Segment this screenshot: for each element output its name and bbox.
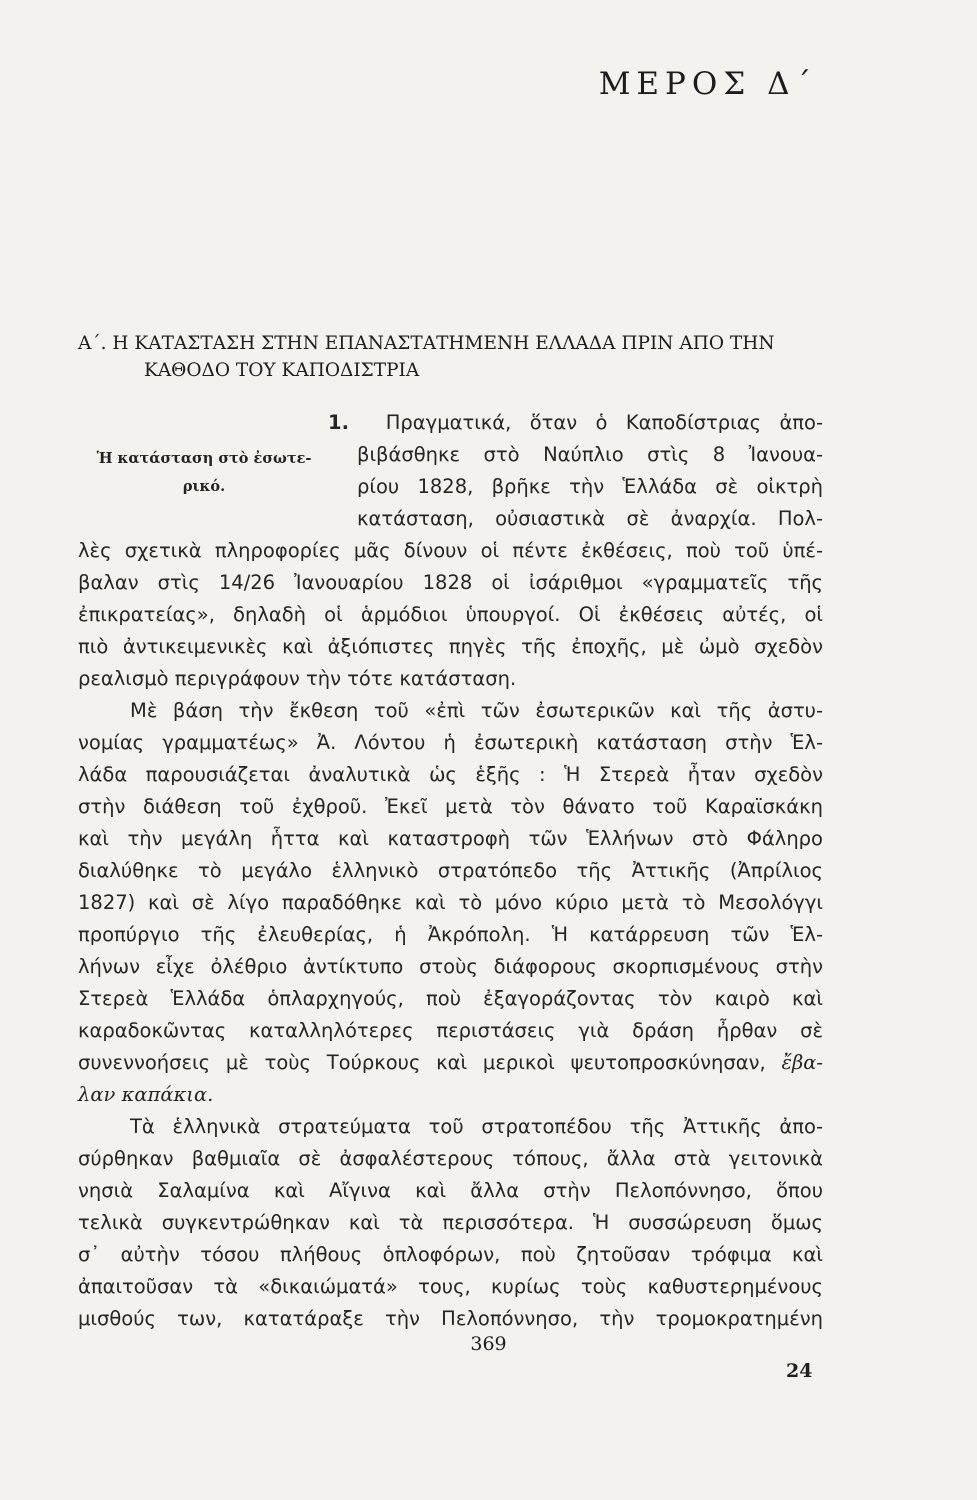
text-line: ἀπαιτοῦσαν τὰ «δικαιώματά» τους, κυρίως τοὺς καθυστερημένους bbox=[78, 1275, 823, 1298]
text-line: ἐπικρατείας», δηλαδὴ οἱ ἁρμόδιοι ὑπουργοί. Οἱ ἐκθέσεις αὐτές, οἱ bbox=[78, 603, 823, 626]
text-line: καὶ τὴν μεγάλη ἧττα καὶ καταστροφὴ τῶν Ἑλλήνων στὸ Φάληρο bbox=[78, 827, 823, 850]
margin-note-line-1: Ἡ κατάσταση στὸ ἐσωτε- bbox=[96, 450, 312, 467]
margin-note-line-2: ρικό. bbox=[182, 478, 226, 495]
text-line: τελικὰ συγκεντρώθηκαν καὶ τὰ περισσότερα. Ἡ συσσώρευση ὅμως bbox=[78, 1211, 823, 1234]
text-line: καραδοκῶντας καταλληλότερες περιστάσεις γιὰ δράση ἦρθαν σὲ bbox=[78, 1019, 823, 1042]
text-line: σ᾽ αὐτὴν τόσου πλήθους ὁπλοφόρων, ποὺ ζητοῦσαν τρόφιμα καὶ bbox=[78, 1243, 823, 1266]
text-line: νησιὰ Σαλαμίνα καὶ Αἴγινα καὶ ἄλλα στὴν Πελοπόννησο, ὅπου bbox=[78, 1179, 823, 1202]
text-line: λαν καπάκια. bbox=[78, 1083, 214, 1106]
text-line: στὴν διάθεση τοῦ ἐχθροῦ. Ἐκεῖ μετὰ τὸν θάνατο τοῦ Καραϊσκάκη bbox=[78, 795, 823, 818]
text-line: βαλαν στὶς 14/26 Ἰανουαρίου 1828 οἱ ἰσάριθμοι «γραμματεῖς τῆς bbox=[78, 571, 823, 594]
text-line: λάδα παρουσιάζεται ἀναλυτικὰ ὡς ἑξῆς : Ἡ Στερεὰ ἦταν σχεδὸν bbox=[78, 763, 823, 786]
italic-fragment: ἔβα- bbox=[781, 1051, 824, 1074]
text-line: ρεαλισμὸ περιγράφουν τὴν τότε κατάσταση. bbox=[78, 667, 517, 690]
part-title: ΜΕΡΟΣ Δ΄ bbox=[598, 66, 817, 102]
text-line: πιὸ ἀντικειμενικὲς καὶ ἀξιόπιστες πηγὲς τῆς ἐποχῆς, μὲ ὠμὸ σχεδὸν bbox=[78, 635, 823, 658]
margin-note bbox=[84, 445, 324, 501]
text-line: συνεννοήσεις μὲ τοὺς Τούρκους καὶ μερικοὶ ψευτοπροσκύνησαν, ἔβα- bbox=[78, 1051, 824, 1074]
text-line: λὲς σχετικὰ πληροφορίες μᾶς δίνουν οἱ πέντε ἐκθέσεις, ποὺ τοῦ ὑπέ- bbox=[78, 539, 823, 562]
text-line: ρίου 1828, βρῆκε τὴν Ἑλλάδα σὲ οἰκτρὴ bbox=[357, 475, 823, 498]
text-line: προπύργιο τῆς ἐλευθερίας, ἡ Ἀκρόπολη. Ἡ κατάρρευση τῶν Ἑλ- bbox=[78, 923, 823, 946]
signature-mark: 24 bbox=[786, 1360, 813, 1382]
chapter-heading-line-2: ΚΑΘΟΔΟ ΤΟΥ ΚΑΠΟΔΙΣΤΡΙΑ bbox=[144, 360, 420, 381]
text-line: κατάσταση, οὐσιαστικὰ σὲ ἀναρχία. Πολ- bbox=[357, 507, 823, 530]
text-line: 1. Πραγματικά, ὅταν ὁ Καποδίστριας ἀπο- bbox=[328, 411, 824, 434]
section-number: 1. bbox=[328, 411, 349, 434]
chapter-heading-line-1: Α΄. Η ΚΑΤΑΣΤΑΣΗ ΣΤΗΝ ΕΠΑΝΑΣΤΑΤΗΜΕΝΗ ΕΛΛΑΔΑ ΠΡΙΝ ΑΠΟ ΤΗΝ bbox=[78, 333, 775, 354]
text-line: διαλύθηκε τὸ μεγάλο ἑλληνικὸ στρατόπεδο τῆς Ἀττικῆς (Ἀπρίλιος bbox=[78, 859, 823, 882]
text-line: Τὰ ἑλληνικὰ στρατεύματα τοῦ στρατοπέδου τῆς Ἀττικῆς ἀπο- bbox=[130, 1115, 823, 1138]
text-line: νομίας γραμματέως» Ἀ. Λόντου ἡ ἐσωτερικὴ κατάσταση στὴν Ἑλ- bbox=[78, 731, 823, 754]
text-line: Στερεὰ Ἑλλάδα ὁπλαρχηγούς, ποὺ ἐξαγοράζοντας τὸν καιρὸ καὶ bbox=[78, 987, 823, 1010]
text-line: λήνων εἶχε ὀλέθριο ἀντίκτυπο στοὺς διάφορους σκορπισμένους στὴν bbox=[78, 955, 823, 978]
text-line: 1827) καὶ σὲ λίγο παραδόθηκε καὶ τὸ μόνο κύριο μετὰ τὸ Μεσολόγγι bbox=[78, 891, 823, 914]
text-line: βιβάσθηκε στὸ Ναύπλιο στὶς 8 Ἰανουα- bbox=[357, 443, 823, 466]
text-line: μισθούς των, κατατάραξε τὴν Πελοπόννησο, τὴν τρομοκρατημένη bbox=[78, 1307, 823, 1330]
chapter-heading bbox=[78, 330, 823, 384]
text-line: Μὲ βάση τὴν ἔκθεση τοῦ «ἐπὶ τῶν ἐσωτερικῶν καὶ τῆς ἀστυ- bbox=[130, 699, 823, 722]
text-line: σύρθηκαν βαθμιαῖα σὲ ἀσφαλέστερους τόπους, ἄλλα στὰ γειτονικὰ bbox=[78, 1147, 823, 1170]
page-number: 369 bbox=[470, 1333, 507, 1355]
